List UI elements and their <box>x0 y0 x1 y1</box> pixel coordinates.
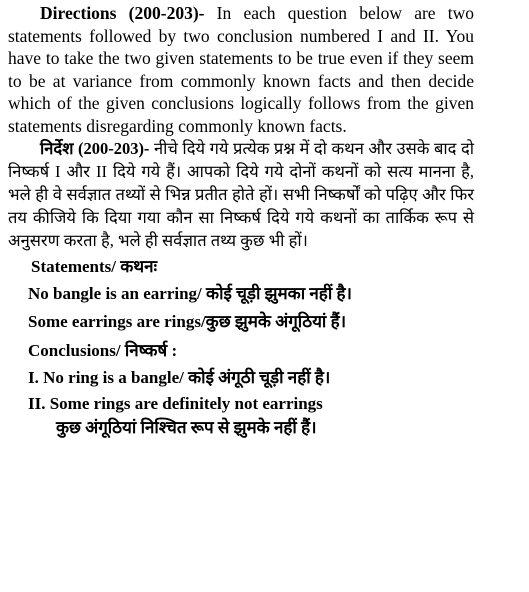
conclusion-2: II. Some rings are definitely not earrings <box>28 394 323 413</box>
english-directions-heading: Directions (200-203)- <box>40 3 205 23</box>
english-directions <box>8 2 474 137</box>
conclusions-label: Conclusions/ निष्कर्ष : <box>28 341 178 360</box>
statements-label: Statements/ कथनः <box>31 257 158 276</box>
hindi-directions <box>8 137 474 252</box>
statement-2: Some earrings are rings/कुछ झुमके अंगूठियां हैं। <box>28 312 347 331</box>
hindi-directions-heading: निर्देश (200-203)- <box>40 139 150 158</box>
english-directions-body: In each question below are two statements followed by two conclusion numbered I and II. You have to take the two given statements to be true even if they seem to be at variance from commonly known facts and then decide which of the given conclusions logically follows from the given statements disregarding commonly known facts. <box>8 3 475 136</box>
conclusion-1: I. No ring is a bangle/ कोई अंगूठी चूड़ी नहीं है। <box>28 368 331 387</box>
statement-1: No bangle is an earring/ कोई चूड़ी झुमका नहीं है। <box>28 284 352 303</box>
hindi-directions-body: नीचे दिये गये प्रत्येक प्रश्न में दो कथन और उसके बाद दो निष्कर्ष I और II दिये गये हैं। आपको दिये गये दोनों कथनों को सत्य मानना है, भले ही वे सर्वज्ञात तथ्यों से भिन्न प्रतीत होते हों। सभी निष्कर्षों को पढ़िए और फिर तय कीजिये कि दिया गया कौन सा निष्कर्ष दिये गये कथनों का तार्किक रूप से अनुसरण करता है, भले ही सर्वज्ञात तथ्य कुछ भी हों। <box>8 139 474 250</box>
conclusion-2-hindi: कुछ अंगूठियां निश्चित रूप से झुमके नहीं हैं। <box>56 418 317 437</box>
question-document <box>8 2 474 440</box>
